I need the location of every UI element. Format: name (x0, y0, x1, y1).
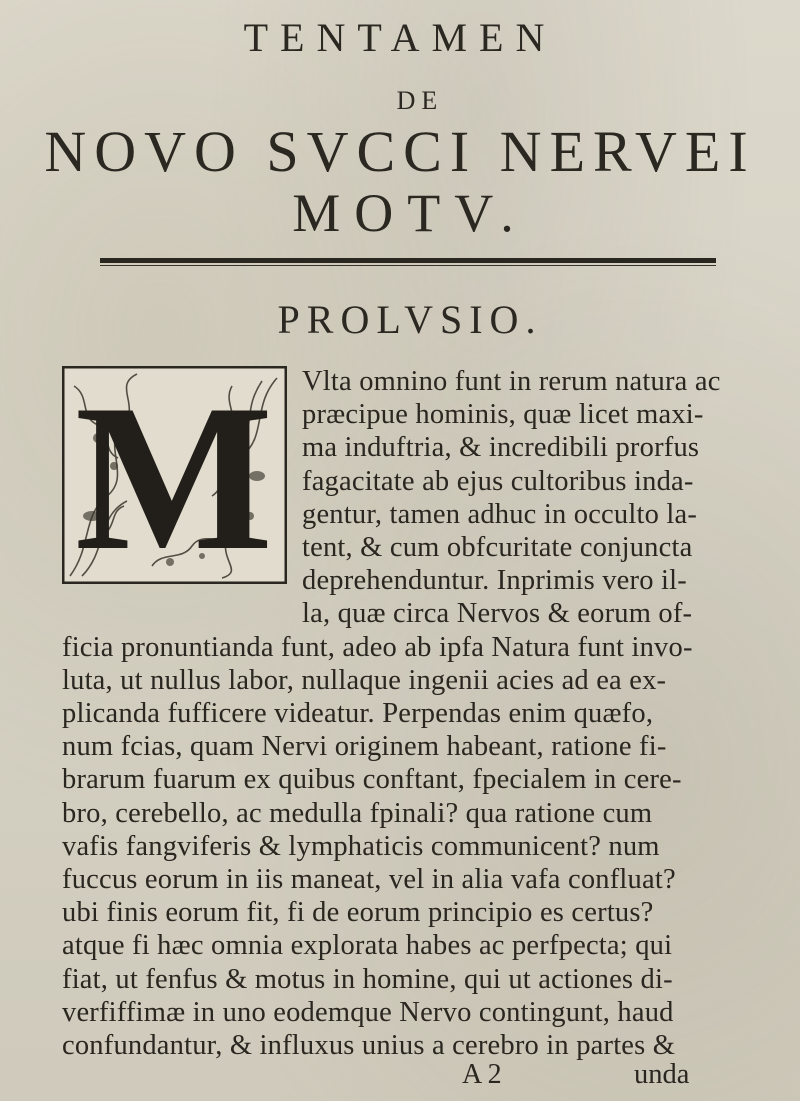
body-line: la, quæ circa Nervos & eorum of- (302, 598, 693, 630)
catchword: unda (634, 1059, 690, 1091)
body-line: Vlta omnino funt in rerum natura ac (302, 366, 721, 397)
body-line: ma induftria, & incredibili prorfus (302, 432, 700, 464)
signature-mark: A 2 (462, 1059, 502, 1091)
title-line-2: DE (396, 86, 444, 115)
section-heading: PROLVSIO. (277, 297, 543, 342)
body-line: confundantur, & influxus unius a cerebro in partes & (62, 1030, 676, 1061)
title-rule (100, 258, 716, 263)
body-line: bro, cerebello, ac medulla fpinali? qua ratione cum (62, 797, 653, 829)
body-line: fiat, ut fenfus & motus in homine, qui ut actiones di- (62, 963, 673, 995)
body-line: ficia pronuntianda funt, adeo ab ipfa Natura funt invo- (62, 631, 693, 663)
body-line: vafis fangviferis & lymphaticis communicent? num (62, 830, 660, 862)
title-rule-thin (100, 265, 716, 266)
body-line: fagacitate ab ejus cultoribus inda- (302, 465, 694, 497)
body-line: luta, ut nullus labor, nullaque ingenii acies ad ea ex- (62, 664, 667, 696)
title-line-3: NOVO SVCCI NERVEI (44, 119, 756, 184)
body-line: verfiffimæ in uno eodemque Nervo contingunt, haud (62, 996, 674, 1028)
body-line: atque fi hæc omnia explorata habes ac perfpecta; qui (62, 930, 673, 962)
drop-cap-letter: M (74, 366, 274, 584)
body-line: fuccus eorum in iis maneat, vel in alia vafa confluat? (62, 864, 676, 895)
decorated-initial-m (62, 366, 287, 584)
body-line: plicanda fufficere videatur. Perpendas enim quæfo, (62, 698, 654, 729)
body-line: deprehenduntur. Inprimis vero il- (302, 565, 687, 597)
body-line: num fcias, quam Nervi originem habeant, ratione fi- (62, 731, 667, 763)
body-line: ubi finis eorum fit, fi de eorum principio es certus? (62, 897, 654, 929)
body-line: præcipue hominis, quæ licet maxi- (302, 399, 704, 431)
body-line: brarum fuarum ex quibus conftant, fpecialem in cere- (62, 764, 682, 796)
body-line: tent, & cum obfcuritate conjuncta (302, 532, 693, 563)
title-line-1: TENTAMEN (243, 15, 557, 60)
body-line: gentur, tamen adhuc in occulto la- (302, 498, 698, 530)
title-line-4: MOTV. (292, 183, 528, 243)
